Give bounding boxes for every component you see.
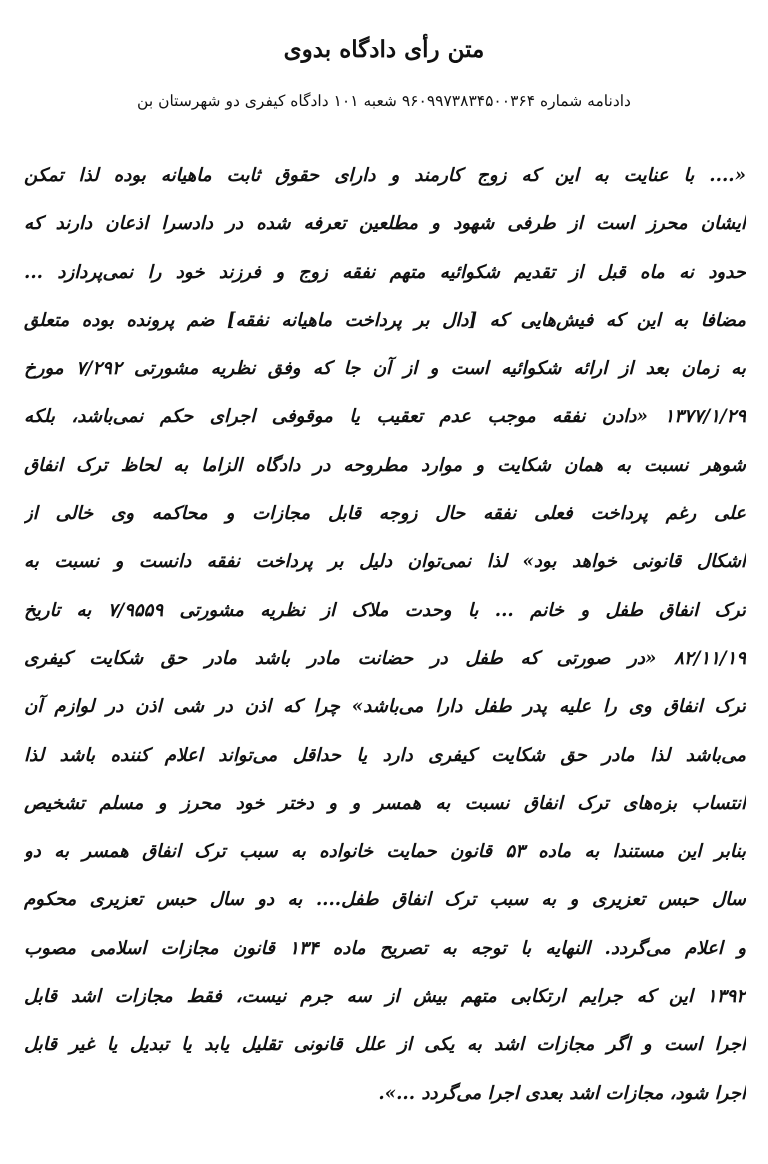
text-line: ۱۳۷۷/۱/۲۹ «دادن نفقه موجب عدم تعقیب یا موقوفی اجرای حکم نمی‌باشد، بلکه [24,406,746,428]
text-line: انتساب بزه‌های ترک انفاق نسبت به همسر و و دختر خود محرز و مسلم تشخیص [24,792,746,814]
text-line: مضافا به این که فیش‌هایی که [دال بر پرداخت ماهیانه نفقه] ضم پرونده بوده متعلق [24,309,746,331]
text-line: علی رغم پرداخت فعلی نفقه حال زوجه قابل مجازات و محاکمه وی خالی از [24,503,746,525]
verdict-text [24,152,746,1118]
text-line: شوهر نسبت به همان شکایت و موارد مطروحه در دادگاه الزاما به لحاظ ترک انفاق [24,454,746,476]
text-line: ۸۲/۱۱/۱۹ «در صورتی که طفل در حضانت مادر باشد مادر حق شکایت کیفری [24,647,746,669]
text-line: ترک انفاق طفل و خانم ... با وحدت ملاک از نظریه مشورتی ۷/۹۵۵۹ به تاریخ [24,599,746,621]
text-line: می‌باشد لذا مادر حق شکایت کیفری دارد یا حداقل می‌تواند اعلام کننده باشد لذا [24,744,746,766]
text-line: ۱۳۹۲ این که جرایم ارتکابی متهم بیش از سه جرم نیست، فقط مجازات اشد قابل [24,986,746,1008]
text-line: ترک انفاق وی را علیه پدر طفل دارا می‌باشد» چرا که اذن در شی اذن در لوازم آن [24,696,746,718]
text-line: بنابر این مستندا به ماده ۵۳ قانون حمایت خانواده به سبب ترک انفاق همسر به دو [24,841,746,863]
page-title: متن رأی دادگاه بدوی [283,36,485,63]
text-line: ایشان محرز است از طرفی شهود و مطلعین تعرفه شده در دادسرا اذعان دارند که [24,213,746,235]
verdict-reference: دادنامه شماره ۹۶۰۹۹۷۳۸۳۴۵۰۰۳۶۴ شعبه ۱۰۱ دادگاه کیفری دو شهرستان بن [137,92,631,110]
text-line: و اعلام می‌گردد. النهایه با توجه به تصریح ماده ۱۳۴ قانون مجازات اسلامی مصوب [24,937,746,959]
text-line: اجرا است و اگر مجازات اشد به یکی از علل قانونی تقلیل یابد یا تبدیل یا غیر قابل [24,1034,746,1056]
text-line: حدود نه ماه قبل از تقدیم شکوائیه متهم نفقه زوج و فرزند خود را نمی‌پردازد ... [24,261,746,283]
text-line: «.... با عنایت به این که زوج کارمند و دارای حقوق ثابت ماهیانه بوده لذا تمکن [24,165,746,186]
text-line: اشکال قانونی خواهد بود» لذا نمی‌توان دلیل بر پرداخت نفقه دانست و نسبت به [24,551,746,573]
text-line: سال حبس تعزیری و به سبب ترک انفاق طفل.... به دو سال حبس تعزیری محکوم [24,889,746,911]
text-line: به زمان بعد از ارائه شکوائیه است و از آن جا که وفق نظریه مشورتی ۷/۲۹۲ مورخ [24,358,746,380]
text-line: اجرا شود، مجازات اشد بعدی اجرا می‌گردد ...». [378,1082,746,1104]
